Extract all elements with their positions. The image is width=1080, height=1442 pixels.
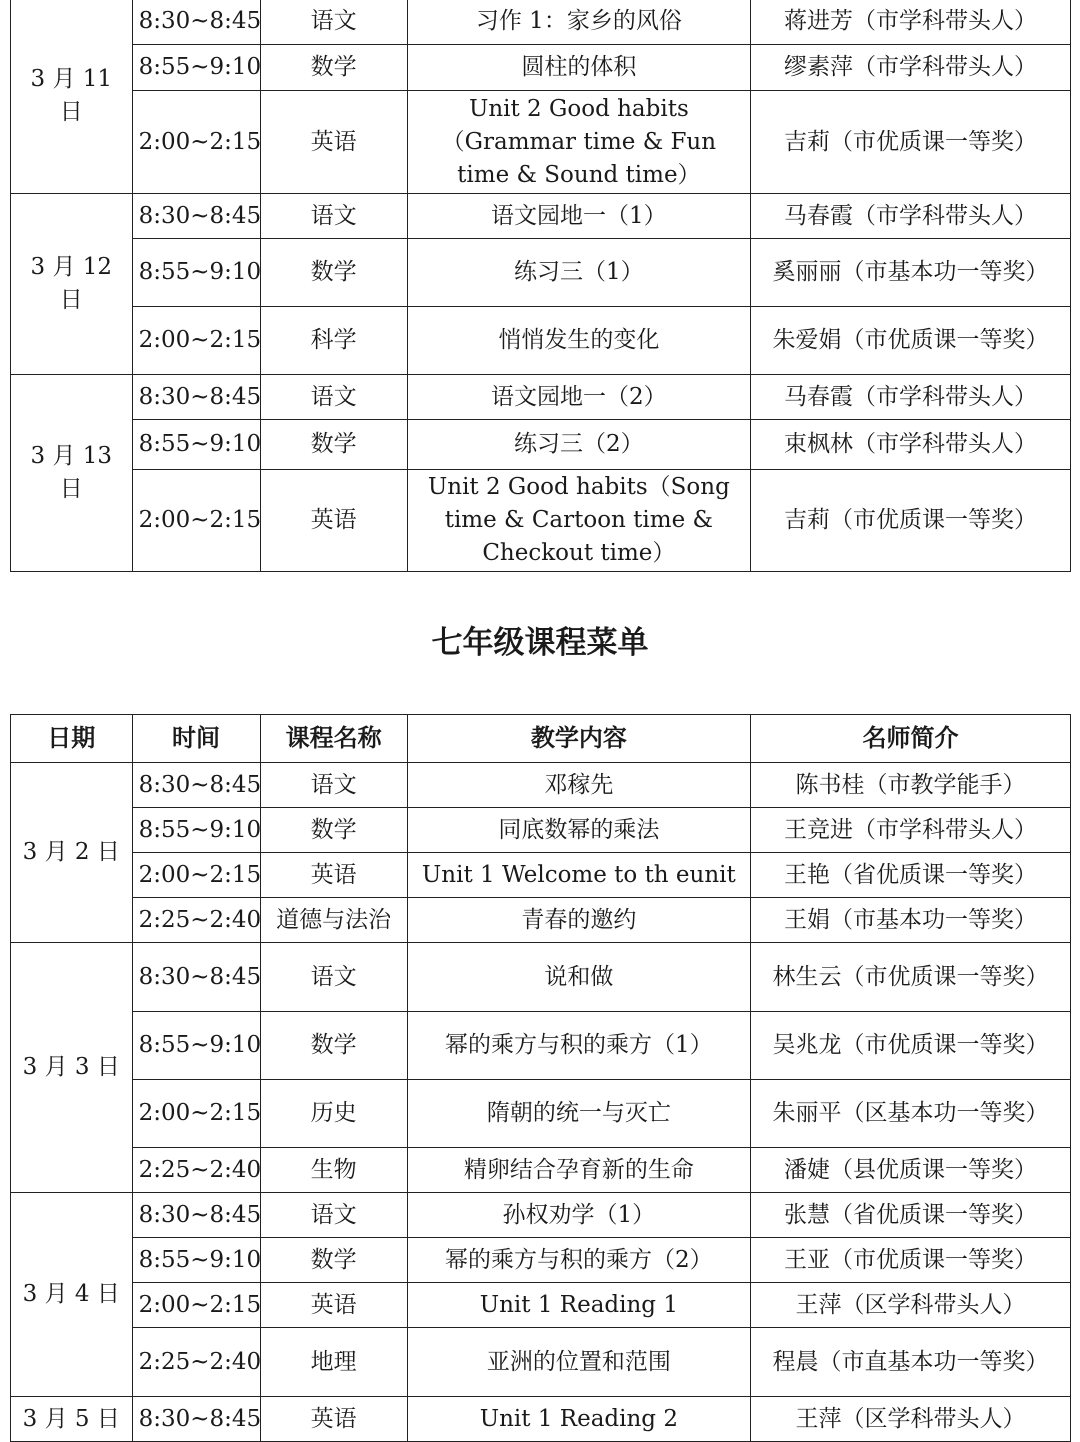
time-cell: 8:30~8:45 [132, 0, 260, 45]
table-row [11, 943, 1071, 1012]
table-row [11, 194, 1071, 239]
course-cell: 数学 [260, 420, 407, 470]
course-cell: 英语 [260, 470, 407, 572]
date-cell: 3 月 5 日 [11, 1397, 133, 1442]
header-course: 课程名称 [260, 715, 407, 763]
time-cell: 2:00~2:15 [132, 470, 260, 572]
content-cell: 孙权劝学（1） [407, 1193, 750, 1238]
content-cell: 悄悄发生的变化 [407, 307, 750, 375]
teacher-cell: 王竞进（市学科带头人） [751, 808, 1071, 853]
date-cell: 3 月 11 日 [11, 0, 133, 194]
schedule-table-body [11, 763, 1071, 1442]
time-cell: 2:25~2:40 [132, 1148, 260, 1193]
table-row [11, 763, 1071, 808]
table-row [11, 1283, 1071, 1328]
time-cell: 8:30~8:45 [132, 763, 260, 808]
content-cell: 青春的邀约 [407, 898, 750, 943]
teacher-cell: 王艳（省优质课一等奖） [751, 853, 1071, 898]
time-cell: 8:30~8:45 [132, 1397, 260, 1442]
header-content: 教学内容 [407, 715, 750, 763]
course-cell: 数学 [260, 1238, 407, 1283]
teacher-cell: 朱丽平（区基本功一等奖） [751, 1080, 1071, 1148]
time-cell: 8:55~9:10 [132, 1238, 260, 1283]
content-cell: 语文园地一（2） [407, 375, 750, 420]
table-row [11, 0, 1071, 45]
content-cell: Unit 2 Good habits（Grammar time & Fun time & Sound time） [407, 91, 750, 194]
time-cell: 2:00~2:15 [132, 853, 260, 898]
time-cell: 8:30~8:45 [132, 1193, 260, 1238]
table-row [11, 1080, 1071, 1148]
time-cell: 8:55~9:10 [132, 808, 260, 853]
teacher-cell: 束枫林（市学科带头人） [751, 420, 1071, 470]
content-cell: 习作 1：家乡的风俗 [407, 0, 750, 45]
content-cell: Unit 2 Good habits（Song time & Cartoon time & Checkout time） [407, 470, 750, 572]
course-cell: 数学 [260, 239, 407, 307]
teacher-cell: 林生云（市优质课一等奖） [751, 943, 1071, 1012]
course-cell: 英语 [260, 853, 407, 898]
time-cell: 2:25~2:40 [132, 898, 260, 943]
course-cell: 语文 [260, 943, 407, 1012]
time-cell: 2:00~2:15 [132, 307, 260, 375]
date-cell: 3 月 2 日 [11, 763, 133, 943]
course-cell: 地理 [260, 1328, 407, 1397]
teacher-cell: 王萍（区学科带头人） [751, 1283, 1071, 1328]
content-cell: 圆柱的体积 [407, 45, 750, 91]
teacher-cell: 马春霞（市学科带头人） [751, 194, 1071, 239]
date-cell: 3 月 4 日 [11, 1193, 133, 1397]
content-cell: 邓稼先 [407, 763, 750, 808]
table-row [11, 1238, 1071, 1283]
course-cell: 语文 [260, 375, 407, 420]
course-cell: 道德与法治 [260, 898, 407, 943]
table-row [11, 1397, 1071, 1442]
time-cell: 8:30~8:45 [132, 943, 260, 1012]
teacher-cell: 吉莉（市优质课一等奖） [751, 470, 1071, 572]
teacher-cell: 王萍（区学科带头人） [751, 1397, 1071, 1442]
table-row [11, 420, 1071, 470]
content-cell: Unit 1 Reading 2 [407, 1397, 750, 1442]
table-row [11, 1148, 1071, 1193]
content-cell: 幂的乘方与积的乘方（1） [407, 1012, 750, 1080]
table-row [11, 853, 1071, 898]
course-cell: 历史 [260, 1080, 407, 1148]
time-cell: 8:30~8:45 [132, 194, 260, 239]
time-cell: 2:00~2:15 [132, 1080, 260, 1148]
header-row [11, 715, 1071, 763]
teacher-cell: 吴兆龙（市优质课一等奖） [751, 1012, 1071, 1080]
course-cell: 数学 [260, 45, 407, 91]
content-cell: 练习三（1） [407, 239, 750, 307]
header-teacher: 名师简介 [751, 715, 1071, 763]
teacher-cell: 潘婕（县优质课一等奖） [751, 1148, 1071, 1193]
teacher-cell: 缪素萍（市学科带头人） [751, 45, 1071, 91]
table-row [11, 239, 1071, 307]
course-cell: 语文 [260, 763, 407, 808]
time-cell: 8:55~9:10 [132, 420, 260, 470]
content-cell: 隋朝的统一与灭亡 [407, 1080, 750, 1148]
content-cell: 同底数幂的乘法 [407, 808, 750, 853]
course-cell: 英语 [260, 1397, 407, 1442]
teacher-cell: 王娟（市基本功一等奖） [751, 898, 1071, 943]
section-title: 七年级课程菜单 [431, 625, 649, 661]
header-date: 日期 [11, 715, 133, 763]
teacher-cell: 马春霞（市学科带头人） [751, 375, 1071, 420]
grade7-schedule-table [10, 714, 1071, 1442]
content-cell: 幂的乘方与积的乘方（2） [407, 1238, 750, 1283]
table-row [11, 45, 1071, 91]
time-cell: 8:55~9:10 [132, 45, 260, 91]
content-cell: 练习三（2） [407, 420, 750, 470]
table-row [11, 375, 1071, 420]
content-cell: 说和做 [407, 943, 750, 1012]
table-row [11, 1193, 1071, 1238]
course-cell: 语文 [260, 194, 407, 239]
time-cell: 8:55~9:10 [132, 239, 260, 307]
table-row [11, 898, 1071, 943]
course-cell: 数学 [260, 1012, 407, 1080]
time-cell: 8:55~9:10 [132, 1012, 260, 1080]
teacher-cell: 程晨（市直基本功一等奖） [751, 1328, 1071, 1397]
content-cell: Unit 1 Reading 1 [407, 1283, 750, 1328]
table-row [11, 91, 1071, 194]
course-cell: 语文 [260, 0, 407, 45]
table-row [11, 470, 1071, 572]
course-cell: 英语 [260, 91, 407, 194]
content-cell: Unit 1 Welcome to th eunit [407, 853, 750, 898]
table-row [11, 1328, 1071, 1397]
date-cell: 3 月 13 日 [11, 375, 133, 572]
date-cell: 3 月 12 日 [11, 194, 133, 375]
course-cell: 科学 [260, 307, 407, 375]
course-cell: 语文 [260, 1193, 407, 1238]
schedule-table-body [11, 0, 1071, 572]
course-cell: 英语 [260, 1283, 407, 1328]
table-row [11, 808, 1071, 853]
teacher-cell: 吉莉（市优质课一等奖） [751, 91, 1071, 194]
time-cell: 8:30~8:45 [132, 375, 260, 420]
teacher-cell: 朱爱娟（市优质课一等奖） [751, 307, 1071, 375]
course-cell: 生物 [260, 1148, 407, 1193]
schedule-table-continued [10, 0, 1071, 572]
time-cell: 2:00~2:15 [132, 91, 260, 194]
content-cell: 精卵结合孕育新的生命 [407, 1148, 750, 1193]
teacher-cell: 张慧（省优质课一等奖） [751, 1193, 1071, 1238]
teacher-cell: 陈书桂（市教学能手） [751, 763, 1071, 808]
content-cell: 亚洲的位置和范围 [407, 1328, 750, 1397]
course-cell: 数学 [260, 808, 407, 853]
table-row [11, 1012, 1071, 1080]
teacher-cell: 奚丽丽（市基本功一等奖） [751, 239, 1071, 307]
teacher-cell: 蒋进芳（市学科带头人） [751, 0, 1071, 45]
time-cell: 2:00~2:15 [132, 1283, 260, 1328]
date-cell: 3 月 3 日 [11, 943, 133, 1193]
time-cell: 2:25~2:40 [132, 1328, 260, 1397]
teacher-cell: 王亚（市优质课一等奖） [751, 1238, 1071, 1283]
content-cell: 语文园地一（1） [407, 194, 750, 239]
table-row [11, 307, 1071, 375]
header-time: 时间 [132, 715, 260, 763]
